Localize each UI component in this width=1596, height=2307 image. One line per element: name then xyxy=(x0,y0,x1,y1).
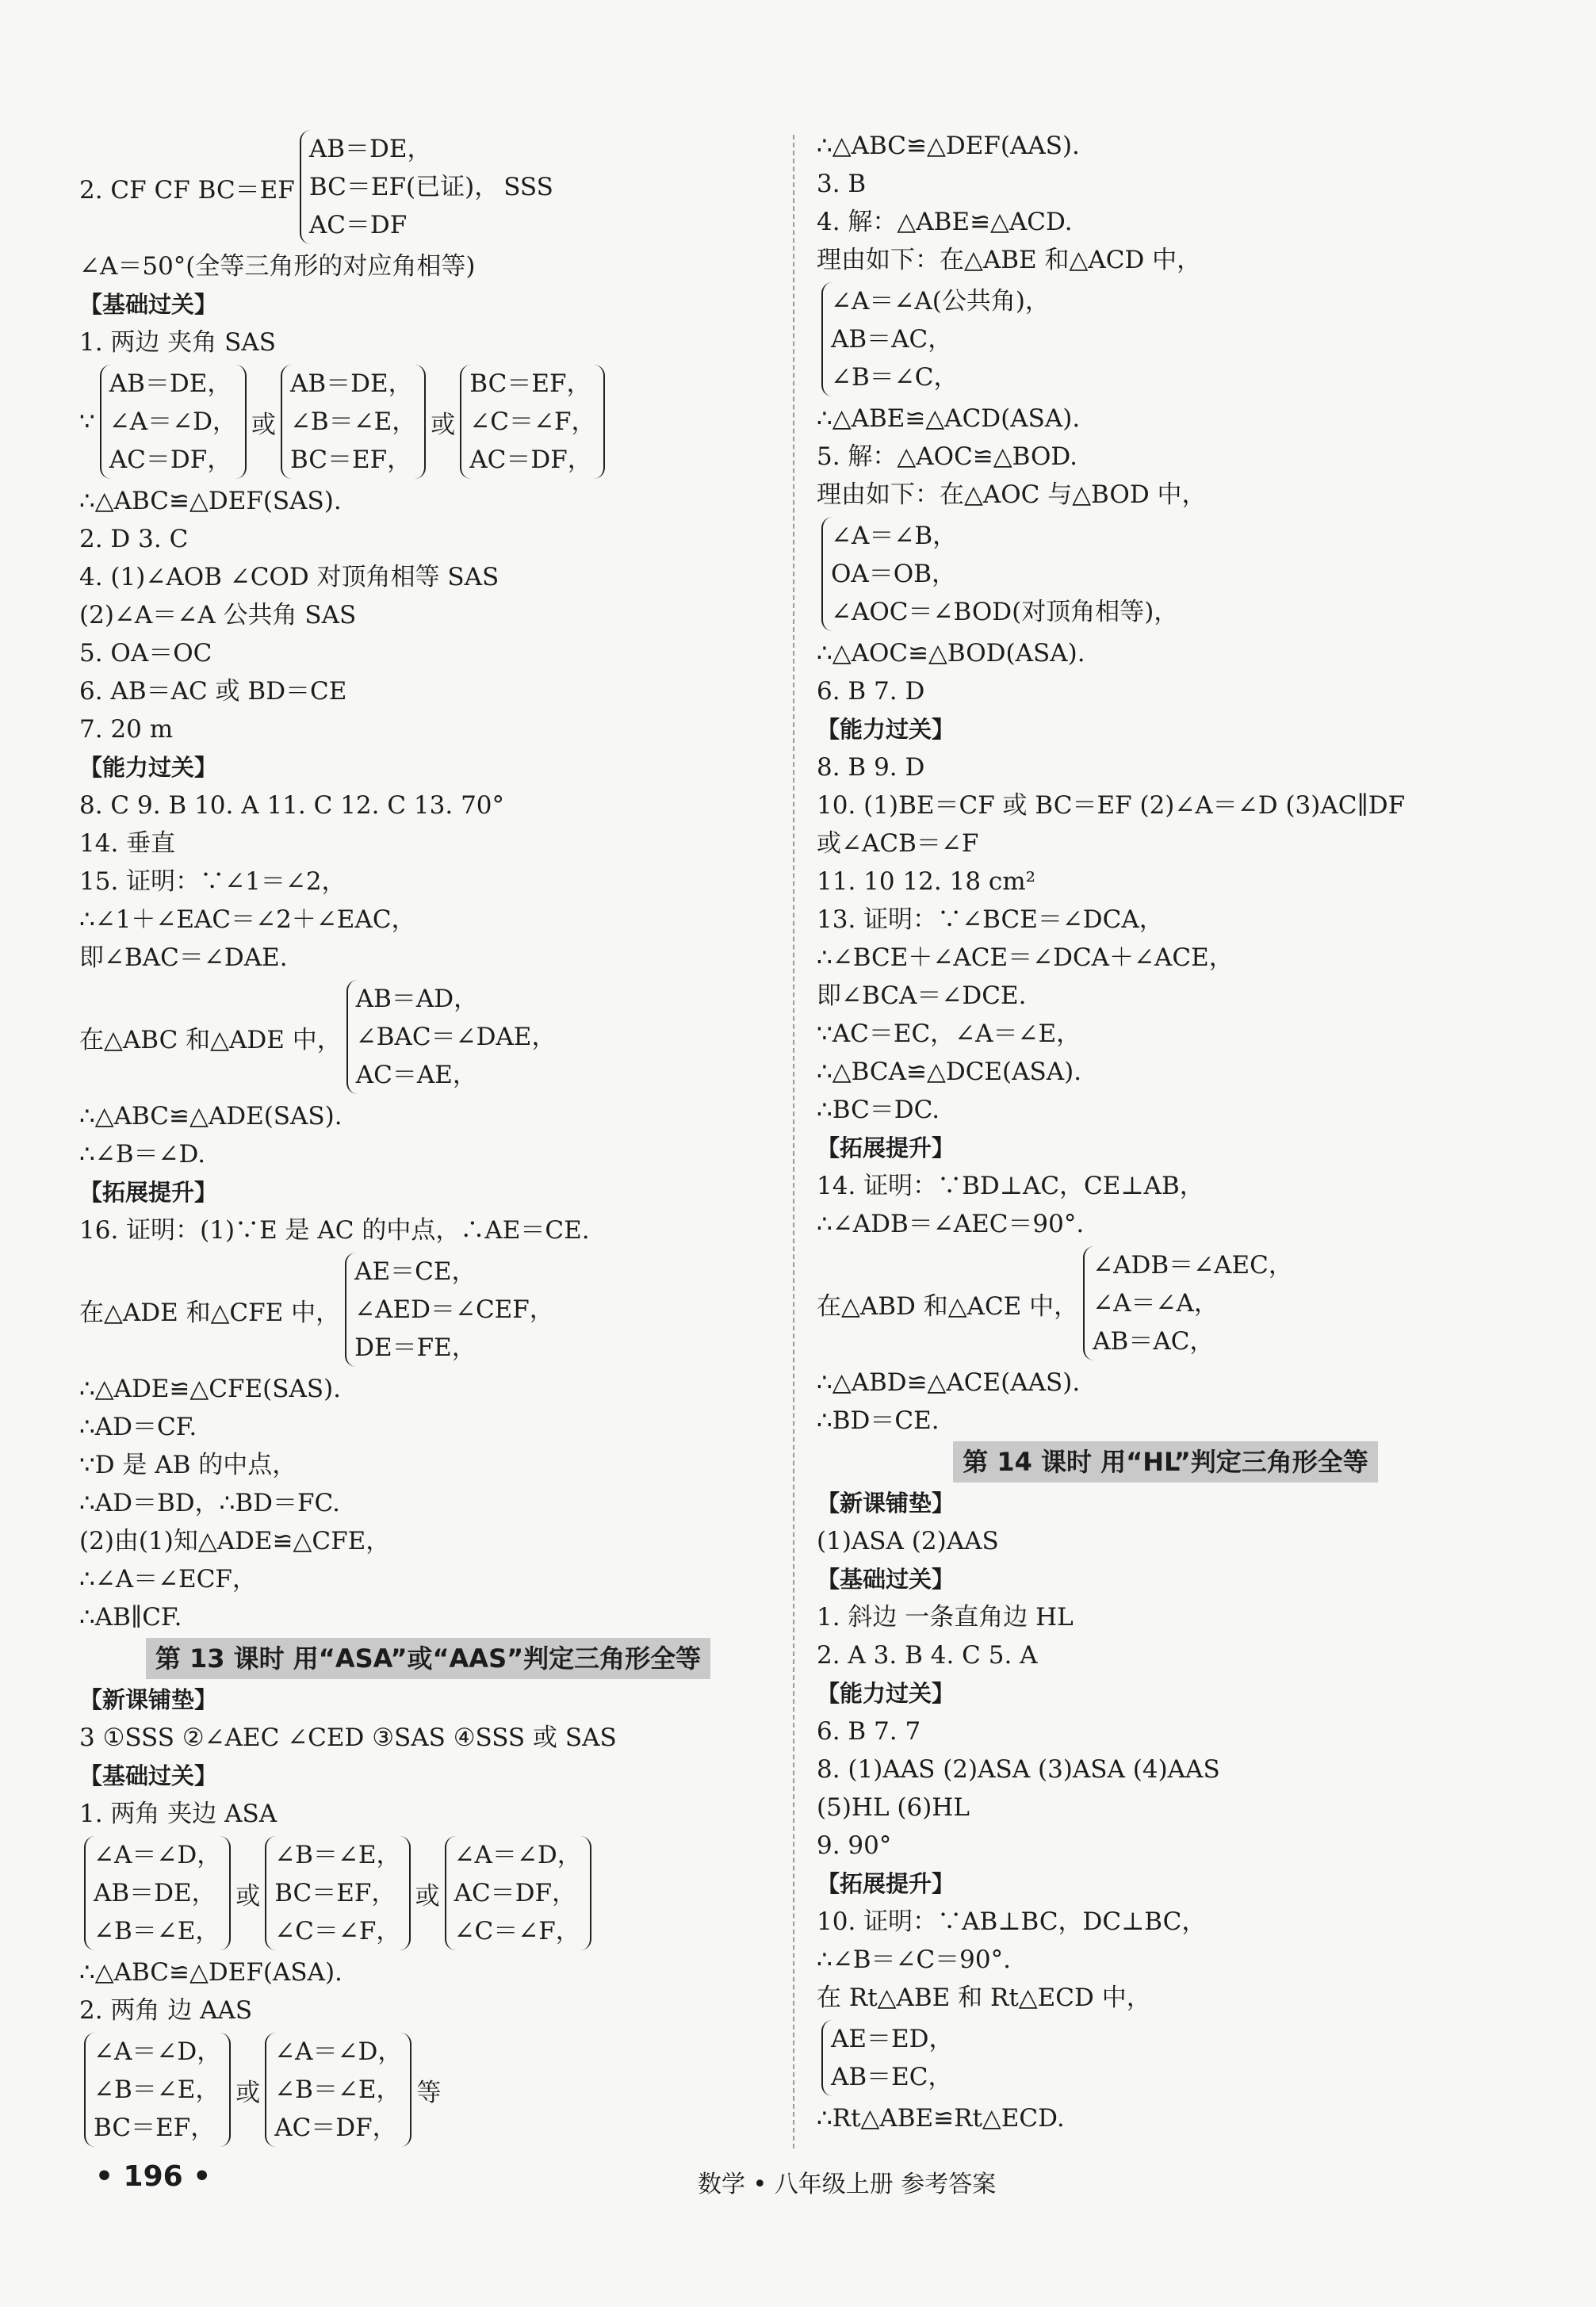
answer-line: ∴△ABE≌△ACD(ASA). xyxy=(817,404,1081,433)
answer-line: 3 ①SSS ②∠AEC ∠CED ③SAS ④SSS 或 SAS xyxy=(79,1724,617,1752)
section-heading: 【拓展提升】 xyxy=(817,1870,955,1897)
system-separator: 或 xyxy=(431,410,456,439)
column-divider xyxy=(793,135,794,2148)
system-equation: AC＝DF， xyxy=(454,1879,577,1907)
system-equation: ∠A＝∠D， xyxy=(454,1841,582,1869)
brace-system xyxy=(821,282,1050,396)
system-equation: OA＝OB， xyxy=(831,560,956,588)
answer-line: 8. B 9. D xyxy=(817,753,925,782)
answer-line: ∴BD＝CE. xyxy=(817,1406,940,1435)
system-equation: AC＝DF， xyxy=(109,446,232,474)
system-equation: ∠BAC＝∠DAE， xyxy=(355,1023,557,1051)
equation-system-row xyxy=(79,1249,777,1370)
section-heading: 【新课铺垫】 xyxy=(79,1686,218,1713)
answer-line: 10. 证明：∵AB⊥BC，DC⊥BC， xyxy=(817,1907,1207,1936)
system-equation: ∠C＝∠F， xyxy=(274,1917,401,1945)
system-separator: 或 xyxy=(415,1881,440,1911)
system-equation: ∠A＝∠D， xyxy=(274,2037,403,2066)
answer-line: 6. B 7. 7 xyxy=(817,1717,921,1746)
system-equation: ∠A＝∠D， xyxy=(109,407,237,436)
system-equation: BC＝EF(已证)， xyxy=(308,173,499,201)
system-equation: AB＝DE， xyxy=(109,369,232,398)
answer-line: 8. C 9. B 10. A 11. C 12. C 13. 70° xyxy=(79,791,505,820)
system-prefix: 在△ABC 和△ADE 中， xyxy=(79,1025,342,1054)
section-heading: 【基础过关】 xyxy=(79,1762,218,1789)
answer-line: ∴Rt△ABE≌Rt△ECD. xyxy=(817,2104,1065,2133)
system-equation: BC＝EF， xyxy=(469,369,591,398)
answer-line: ∴△ABC≌△DEF(ASA). xyxy=(79,1958,343,1987)
answer-line: 4. (1)∠AOB ∠COD 对顶角相等 SAS xyxy=(79,563,499,591)
brace-system xyxy=(821,2020,954,2096)
answer-line: 11. 10 12. 18 cm² xyxy=(817,867,1036,896)
system-separator: 或 xyxy=(251,410,276,439)
answer-line: (1)ASA (2)AAS xyxy=(817,1527,999,1555)
answer-line: 2. D 3. C xyxy=(79,525,189,553)
system-equation: ∠B＝∠E， xyxy=(274,1841,401,1869)
system-equation: ∠C＝∠F， xyxy=(469,407,596,436)
system-prefix: 在△ADE 和△CFE 中， xyxy=(79,1298,341,1327)
system-equation: BC＝EF， xyxy=(94,2114,216,2142)
answer-line: ∴∠BCE＋∠ACE＝∠DCA＋∠ACE， xyxy=(817,943,1234,972)
answer-line: 或∠ACB＝∠F xyxy=(817,829,979,858)
system-equation: AB＝DE， xyxy=(94,1879,216,1907)
answer-line: ∴△BCA≌△DCE(ASA). xyxy=(817,1058,1082,1086)
answer-line: 9. 90° xyxy=(817,1831,892,1860)
brace-system xyxy=(460,365,605,479)
brace-system xyxy=(300,130,499,244)
system-separator: 或 xyxy=(235,2078,261,2107)
section-heading: 【新课铺垫】 xyxy=(817,1490,955,1517)
answer-line: (2)∠A＝∠A 公共角 SAS xyxy=(79,601,357,629)
system-equation: ∠AOC＝∠BOD(对顶角相等)， xyxy=(831,598,1179,626)
system-suffix: 等 xyxy=(416,2078,442,2107)
lesson-title: 第 13 课时 用“ASA”或“AAS”判定三角形全等 xyxy=(146,1638,710,1679)
system-equation: AB＝AC， xyxy=(831,325,953,354)
answer-line: ∴△ABC≌△ADE(SAS). xyxy=(79,1102,343,1131)
answer-line: 1. 两角 夹边 ASA xyxy=(79,1800,277,1828)
right-answer-column xyxy=(817,127,1514,2137)
system-equation: ∠A＝∠D， xyxy=(94,1841,222,1869)
brace-system xyxy=(265,1836,410,1950)
system-equation: AB＝AC， xyxy=(1093,1327,1215,1356)
answer-line: ∴△ABD≌△ACE(AAS). xyxy=(817,1368,1081,1397)
answer-line: 14. 证明：∵BD⊥AC，CE⊥AB， xyxy=(817,1172,1204,1200)
answer-line: ∴∠B＝∠D. xyxy=(79,1140,206,1169)
answer-line: 8. (1)AAS (2)ASA (3)ASA (4)AAS xyxy=(817,1755,1220,1784)
system-equation: AC＝DF xyxy=(308,211,408,239)
brace-system xyxy=(345,1253,554,1367)
answer-line: ∴△AOC≌△BOD(ASA). xyxy=(817,639,1085,668)
answer-line: 5. 解：△AOC≌△BOD. xyxy=(817,442,1077,471)
equation-system-row xyxy=(817,2017,1514,2099)
answer-line: 即∠BCA＝∠DCE. xyxy=(817,981,1027,1010)
section-heading: 【基础过关】 xyxy=(79,291,218,318)
answer-line: 16. 证明：(1)∵E 是 AC 的中点，∴AE＝CE. xyxy=(79,1216,590,1245)
answer-line: 2. A 3. B 4. C 5. A xyxy=(817,1641,1038,1670)
system-separator: 或 xyxy=(235,1881,261,1911)
system-equation: ∠A＝∠A， xyxy=(1093,1289,1219,1318)
brace-system xyxy=(100,365,247,479)
equation-system-row xyxy=(817,514,1514,634)
system-equation: ∠B＝∠E， xyxy=(274,2076,401,2104)
answer-line: 6. B 7. D xyxy=(817,677,925,706)
answer-line: (2)由(1)知△ADE≌△CFE， xyxy=(79,1527,391,1555)
page-footer xyxy=(79,2160,1514,2208)
answer-line: ∴AD＝BD，∴BD＝FC. xyxy=(79,1489,340,1517)
section-heading: 【能力过关】 xyxy=(79,754,218,781)
equation-system-row xyxy=(817,1243,1514,1364)
system-equation: AB＝DE， xyxy=(308,135,432,163)
answer-line: ∴△ADE≌△CFE(SAS). xyxy=(79,1375,342,1403)
page-number: • 196 • xyxy=(95,2160,212,2193)
brace-system xyxy=(445,1836,591,1950)
answer-line: 10. (1)BE＝CF 或 BC＝EF (2)∠A＝∠D (3)AC∥DF xyxy=(817,791,1406,820)
equation-system-row xyxy=(79,2030,777,2150)
brace-system xyxy=(281,365,426,479)
answer-line: 即∠BAC＝∠DAE. xyxy=(79,943,288,972)
system-equation: ∠B＝∠E， xyxy=(94,2076,220,2104)
answer-line: ∴△ABC≌△DEF(AAS). xyxy=(817,132,1080,160)
system-equation: ∠B＝∠E， xyxy=(289,407,417,436)
answer-line: 4. 解：△ABE≌△ACD. xyxy=(817,208,1073,236)
answer-line: 1. 斜边 一条直角边 HL xyxy=(817,1603,1074,1632)
system-equation: ∠AED＝∠CEF， xyxy=(354,1295,554,1324)
system-equation: ∠ADB＝∠AEC， xyxy=(1093,1251,1293,1280)
system-equation: ∠B＝∠C， xyxy=(831,363,959,392)
answer-line: ∴AD＝CF. xyxy=(79,1413,197,1441)
brace-system xyxy=(346,980,557,1094)
brace-system xyxy=(1083,1246,1293,1360)
system-equation: ∠C＝∠F， xyxy=(454,1917,580,1945)
brace-system xyxy=(84,1836,231,1950)
answer-line: 5. OA＝OC xyxy=(79,639,212,668)
system-equation: AC＝DF， xyxy=(469,446,592,474)
brace-system xyxy=(84,2033,231,2147)
system-equation: AE＝ED， xyxy=(831,2025,954,2053)
answer-line: ∴∠B＝∠C＝90°. xyxy=(817,1945,1011,1974)
system-suffix: SSS xyxy=(503,173,553,201)
equation-system-row xyxy=(79,977,777,1097)
answer-line: 理由如下：在△AOC 与△BOD 中， xyxy=(817,480,1207,509)
system-equation: DE＝FE， xyxy=(354,1333,477,1362)
answer-line: 2. 两角 边 AAS xyxy=(79,1996,253,2025)
answer-line: ∠A＝50°(全等三角形的对应角相等) xyxy=(79,252,476,281)
answer-line: ∴BC＝DC. xyxy=(817,1096,940,1124)
answer-line: ∴∠1＋∠EAC＝∠2＋∠EAC， xyxy=(79,905,416,934)
section-heading: 【能力过关】 xyxy=(817,1680,955,1707)
answer-line: 理由如下：在△ABE 和△ACD 中， xyxy=(817,246,1202,274)
answer-line: 14. 垂直 xyxy=(79,829,176,858)
answer-line: ∵AC＝EC，∠A＝∠E， xyxy=(817,1020,1081,1048)
system-equation: BC＝EF， xyxy=(289,446,412,474)
system-equation: AC＝DF， xyxy=(274,2114,397,2142)
answer-line: ∴∠A＝∠ECF， xyxy=(79,1565,257,1593)
answer-line: ∴∠ADB＝∠AEC＝90°. xyxy=(817,1210,1085,1238)
answer-line: ∵D 是 AB 的中点， xyxy=(79,1451,297,1479)
system-equation: AE＝CE， xyxy=(354,1257,477,1286)
answer-line: (5)HL (6)HL xyxy=(817,1793,970,1822)
brace-system xyxy=(265,2033,411,2147)
system-prefix: ∵ xyxy=(79,407,95,436)
system-equation: AB＝DE， xyxy=(289,369,413,398)
brace-system xyxy=(821,517,1178,631)
answer-line: 7. 20 m xyxy=(79,715,174,744)
system-equation: ∠A＝∠B， xyxy=(831,522,958,550)
equation-system-row xyxy=(817,279,1514,400)
answer-line: ∴AB∥CF. xyxy=(79,1603,182,1632)
section-heading: 【拓展提升】 xyxy=(817,1134,955,1161)
answer-line: ∴△ABC≌△DEF(SAS). xyxy=(79,487,342,515)
answer-line: 在 Rt△ABE 和 Rt△ECD 中， xyxy=(817,1984,1151,2012)
left-answer-column xyxy=(79,127,777,2150)
answer-line: 15. 证明：∵∠1＝∠2， xyxy=(79,867,346,896)
answer-line: 1. 两边 夹角 SAS xyxy=(79,328,276,357)
section-heading: 【拓展提升】 xyxy=(79,1179,218,1206)
system-prefix: 2. CF CF BC＝EF xyxy=(79,175,295,205)
system-equation: ∠A＝∠A(公共角)， xyxy=(831,287,1050,316)
system-equation: AB＝AD， xyxy=(355,985,479,1013)
answer-line: 3. B xyxy=(817,170,867,198)
equation-system-row xyxy=(79,362,777,482)
answer-line: 6. AB＝AC 或 BD＝CE xyxy=(79,677,347,706)
section-heading: 【基础过关】 xyxy=(817,1566,955,1593)
system-prefix: 在△ABD 和△ACE 中， xyxy=(817,1291,1079,1321)
system-equation: ∠B＝∠E， xyxy=(94,1917,220,1945)
section-heading: 【能力过关】 xyxy=(817,716,955,743)
equation-system-row xyxy=(79,127,777,247)
system-equation: BC＝EF， xyxy=(274,1879,396,1907)
lesson-title: 第 14 课时 用“HL”判定三角形全等 xyxy=(953,1441,1378,1483)
equation-system-row xyxy=(79,1833,777,1953)
footer-title: 数学 • 八年级上册 参考答案 xyxy=(698,2171,997,2198)
system-equation: AC＝AE， xyxy=(355,1061,477,1089)
answer-line: 13. 证明：∵∠BCE＝∠DCA， xyxy=(817,905,1164,934)
system-equation: AB＝EC， xyxy=(831,2063,953,2091)
system-equation: ∠A＝∠D， xyxy=(94,2037,222,2066)
